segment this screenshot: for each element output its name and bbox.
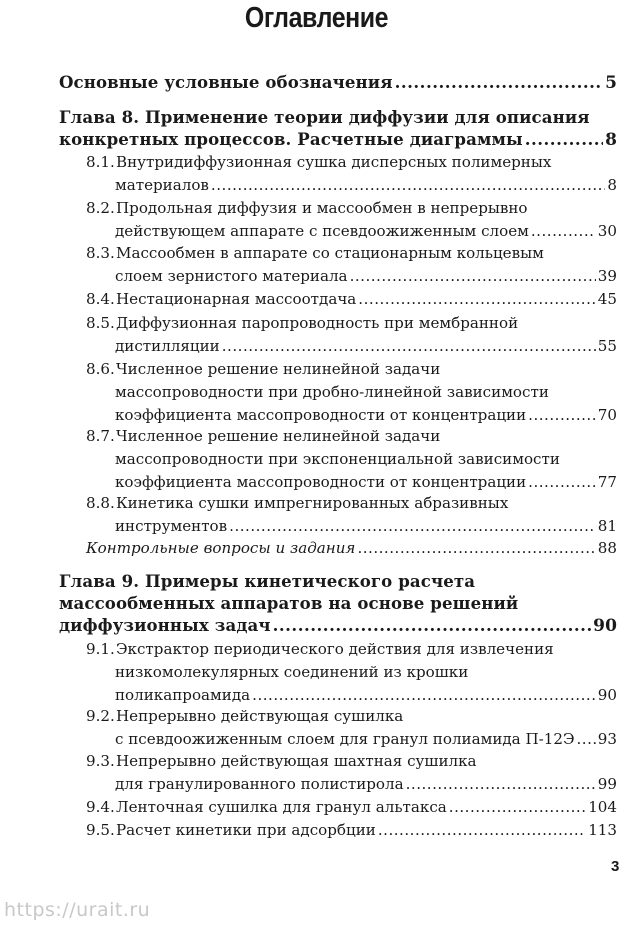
toc-entry-chapter-9[interactable]: Глава 9. Примеры кинетического расчета массообменных аппаратов на основе решений диффузионных задач ..... 90 xyxy=(59,571,617,637)
toc-page: 55 xyxy=(597,337,617,355)
toc-entry-8-8[interactable]: 8.8. Кинетика сушки импрегнированных абразивных инструментов ..... 81 xyxy=(86,494,617,540)
toc-entry-8-7[interactable]: 8.7. Численное решение нелинейной задачи массопроводности при экспоненциальной зависимости коэффициента массопроводности от концентрации ..... 77 xyxy=(86,427,617,496)
toc-entry-8-5[interactable]: 8.5. Диффузионная паропроводность при мембранной дистилляции ..... 55 xyxy=(86,314,617,360)
toc-page: 93 xyxy=(597,730,617,748)
toc-entry-9-1[interactable]: 9.1. Экстрактор периодического действия для извлечения низкомолекулярных соединений из крошки поликапроамида ..... 90 xyxy=(86,640,617,709)
toc-page: 5 xyxy=(605,73,617,93)
toc-entry-8-2[interactable]: 8.2. Продольная диффузия и массообмен в непрерывно действующем аппарате с псевдоожиженным слоем ..... 30 xyxy=(86,199,617,245)
toc-page: 70 xyxy=(597,406,617,424)
toc-entry-review-questions[interactable]: Контрольные вопросы и задания ..... 88 xyxy=(86,539,617,562)
toc-entry-notation[interactable]: Основные условные обозначения ..... 5 xyxy=(59,72,617,94)
toc-entry-9-2[interactable]: 9.2. Непрерывно действующая сушилка с псевдоожиженным слоем для гранул полиамида П-12Э ..... 93 xyxy=(86,707,617,753)
watermark: https://urait.ru xyxy=(4,899,151,921)
toc-page: 90 xyxy=(593,616,617,636)
page-title: Оглавление xyxy=(244,2,389,34)
toc-page: 30 xyxy=(597,222,617,240)
toc-page: 77 xyxy=(597,473,617,491)
toc-entry-9-4[interactable]: 9.4. Ленточная сушилка для гранул альтакса ..... 104 xyxy=(86,798,617,821)
toc-page: 88 xyxy=(597,539,617,557)
toc-page: 90 xyxy=(597,686,617,704)
toc-page: 8 xyxy=(607,176,617,194)
toc-entry-9-3[interactable]: 9.3. Непрерывно действующая шахтная сушилка для гранулированного полистирола ..... 99 xyxy=(86,752,617,798)
toc-page: 113 xyxy=(588,821,617,839)
toc-entry-8-1[interactable]: 8.1. Внутридиффузионная сушка дисперсных полимерных материалов ..... 8 xyxy=(86,153,617,199)
toc-page: 8 xyxy=(605,130,617,150)
toc-page: 104 xyxy=(588,798,617,816)
toc-page: 45 xyxy=(597,290,617,308)
toc-page: 39 xyxy=(597,267,617,285)
toc-entry-8-6[interactable]: 8.6. Численное решение нелинейной задачи массопроводности при дробно-линейной зависимости коэффициента массопроводности от концентрации ..... 70 xyxy=(86,360,617,429)
toc-page: 81 xyxy=(597,517,617,535)
toc-entry-8-3[interactable]: 8.3. Массообмен в аппарате со стационарным кольцевым слоем зернистого материала ..... 39 xyxy=(86,244,617,290)
page-number: 3 xyxy=(611,858,620,875)
toc-entry-9-5[interactable]: 9.5. Расчет кинетики при адсорбции ..... 113 xyxy=(86,821,617,844)
toc-entry-chapter-8[interactable]: Глава 8. Применение теории диффузии для описания конкретных процессов. Расчетные диаграммы ..... 8 xyxy=(59,107,617,151)
toc-page: 99 xyxy=(597,775,617,793)
toc-entry-8-4[interactable]: 8.4. Нестационарная массоотдача ..... 45 xyxy=(86,290,617,313)
